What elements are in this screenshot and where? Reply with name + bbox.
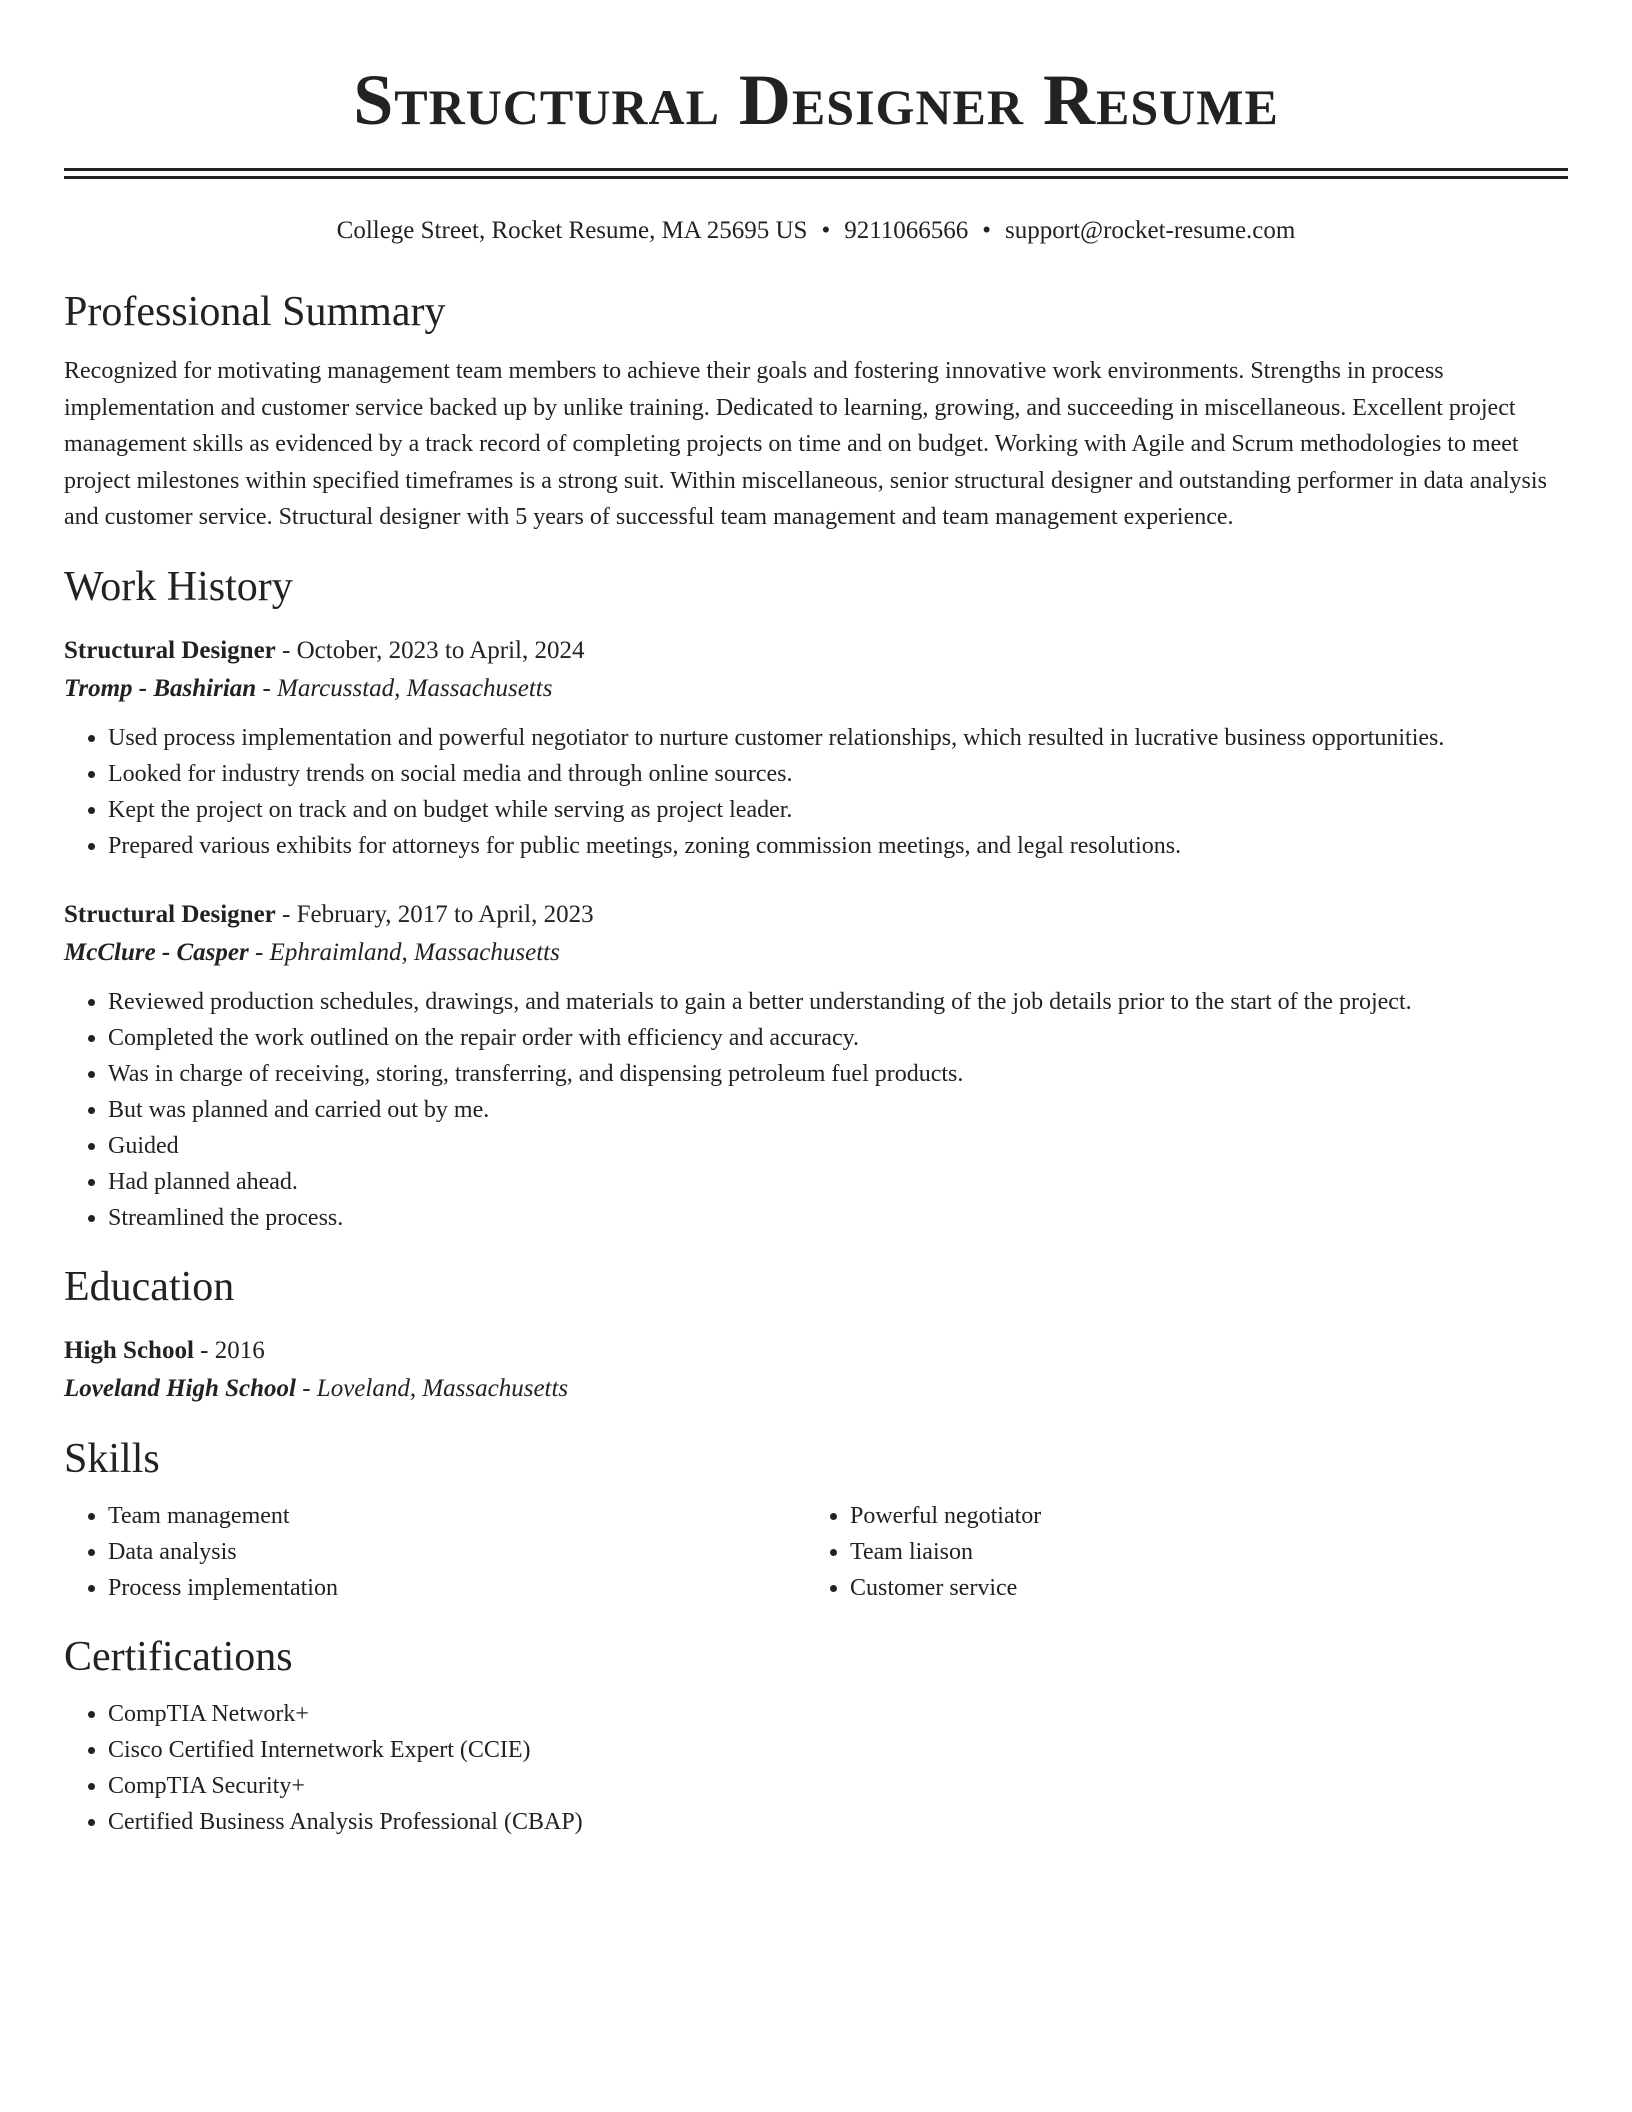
skill-item: • Powerful negotiator: [850, 1498, 1548, 1534]
job-company: Tromp - Bashirian: [64, 674, 257, 702]
job-bullet: • Had planned ahead.: [108, 1164, 1568, 1200]
education-location: - Loveland, Massachusetts: [295, 1374, 569, 1402]
job-bullet: • Completed the work outlined on the repair order with efficiency and accuracy.: [108, 1020, 1568, 1056]
job-entry: [64, 632, 1568, 864]
certification-bullets: [64, 1696, 1568, 1840]
education-school-line: [64, 1370, 1568, 1408]
job-title-line: [64, 632, 1568, 670]
contact-separator: •: [821, 217, 831, 244]
job-title-line: [64, 896, 1568, 934]
contact-line: [64, 215, 1568, 247]
certification-item: • Cisco Certified Internetwork Expert (CCIE): [108, 1732, 1568, 1768]
title-divider: [64, 168, 1568, 179]
job-bullet: • Kept the project on track and on budget while serving as project leader.: [108, 792, 1568, 828]
education-entry: [64, 1332, 1568, 1408]
job-bullet: • Looked for industry trends on social media and through online sources.: [108, 756, 1568, 792]
job-bullets: [64, 984, 1568, 1236]
skill-item: • Team management: [108, 1498, 806, 1534]
job-location: - Marcusstad, Massachusetts: [256, 674, 553, 702]
job-bullet: • Streamlined the process.: [108, 1200, 1568, 1236]
education-heading: Education: [64, 1263, 235, 1310]
job-bullet: • Guided: [108, 1128, 1568, 1164]
skill-item: • Data analysis: [108, 1534, 806, 1570]
skills-bullets: [64, 1498, 806, 1606]
contact-email: support@rocket-resume.com: [1005, 217, 1296, 244]
certification-item: • Certified Business Analysis Professional (CBAP): [108, 1804, 1568, 1840]
skills-column-right: [806, 1498, 1548, 1606]
summary-text: Recognized for motivating management team members to achieve their goals and fostering innovative work environments. Strengths in process implementation and customer service backed up by unlike training. Dedicated to learning, growing, and succeeding in miscellaneous. Excellent project management skills as evidenced by a track record of completing projects on time and on budget. Working with Agile and Scrum methodologies to meet project milestones within specified timeframes is a strong suit. Within miscellaneous, senior structural designer and outstanding performer in data analysis and customer service. Structural designer with 5 years of successful team management and team management experience.: [64, 358, 1547, 530]
job-company-line: [64, 934, 1568, 972]
certification-item: • CompTIA Network+: [108, 1696, 1568, 1732]
job-bullet: • Reviewed production schedules, drawings, and materials to gain a better understanding of the job details prior to the start of the project.: [108, 984, 1568, 1020]
job-bullets: [64, 720, 1568, 864]
skills-heading: Skills: [64, 1435, 160, 1482]
job-location: - Ephraimland, Massachusetts: [248, 938, 560, 966]
certification-item: • CompTIA Security+: [108, 1768, 1568, 1804]
skill-item: • Customer service: [850, 1570, 1548, 1606]
contact-separator: •: [982, 217, 992, 244]
resume-title: Structural Designer Resume: [353, 60, 1279, 140]
certifications-heading: Certifications: [64, 1633, 293, 1680]
skills-column-left: [64, 1498, 806, 1606]
job-bullet: • Prepared various exhibits for attorneys for public meetings, zoning commission meetings, and legal resolutions.: [108, 828, 1568, 864]
job-title: Structural Designer: [64, 636, 276, 664]
education-degree: High School: [64, 1336, 194, 1364]
skills-list: [64, 1498, 1568, 1606]
work-history-heading: Work History: [64, 563, 293, 610]
contact-phone: 9211066566: [844, 217, 969, 244]
skills-bullets: [806, 1498, 1548, 1606]
job-dates: - February, 2017 to April, 2023: [275, 900, 594, 928]
skill-item: • Team liaison: [850, 1534, 1548, 1570]
summary-heading: Professional Summary: [64, 289, 446, 335]
job-bullet: • But was planned and carried out by me.: [108, 1092, 1568, 1128]
skill-item: • Process implementation: [108, 1570, 806, 1606]
job-dates: - October, 2023 to April, 2024: [275, 636, 585, 664]
education-school: Loveland High School: [64, 1374, 296, 1402]
job-bullet: • Used process implementation and powerful negotiator to nurture customer relationships, which resulted in lucrative business opportunities.: [108, 720, 1568, 756]
education-year: - 2016: [193, 1336, 265, 1364]
education-degree-line: [64, 1332, 1568, 1370]
job-entry: [64, 896, 1568, 1236]
contact-address: College Street, Rocket Resume, MA 25695 US: [336, 217, 808, 244]
job-bullet: • Was in charge of receiving, storing, transferring, and dispensing petroleum fuel products.: [108, 1056, 1568, 1092]
job-title: Structural Designer: [64, 900, 276, 928]
certifications-list: [64, 1696, 1568, 1840]
job-company: McClure - Casper: [64, 938, 249, 966]
job-company-line: [64, 670, 1568, 708]
